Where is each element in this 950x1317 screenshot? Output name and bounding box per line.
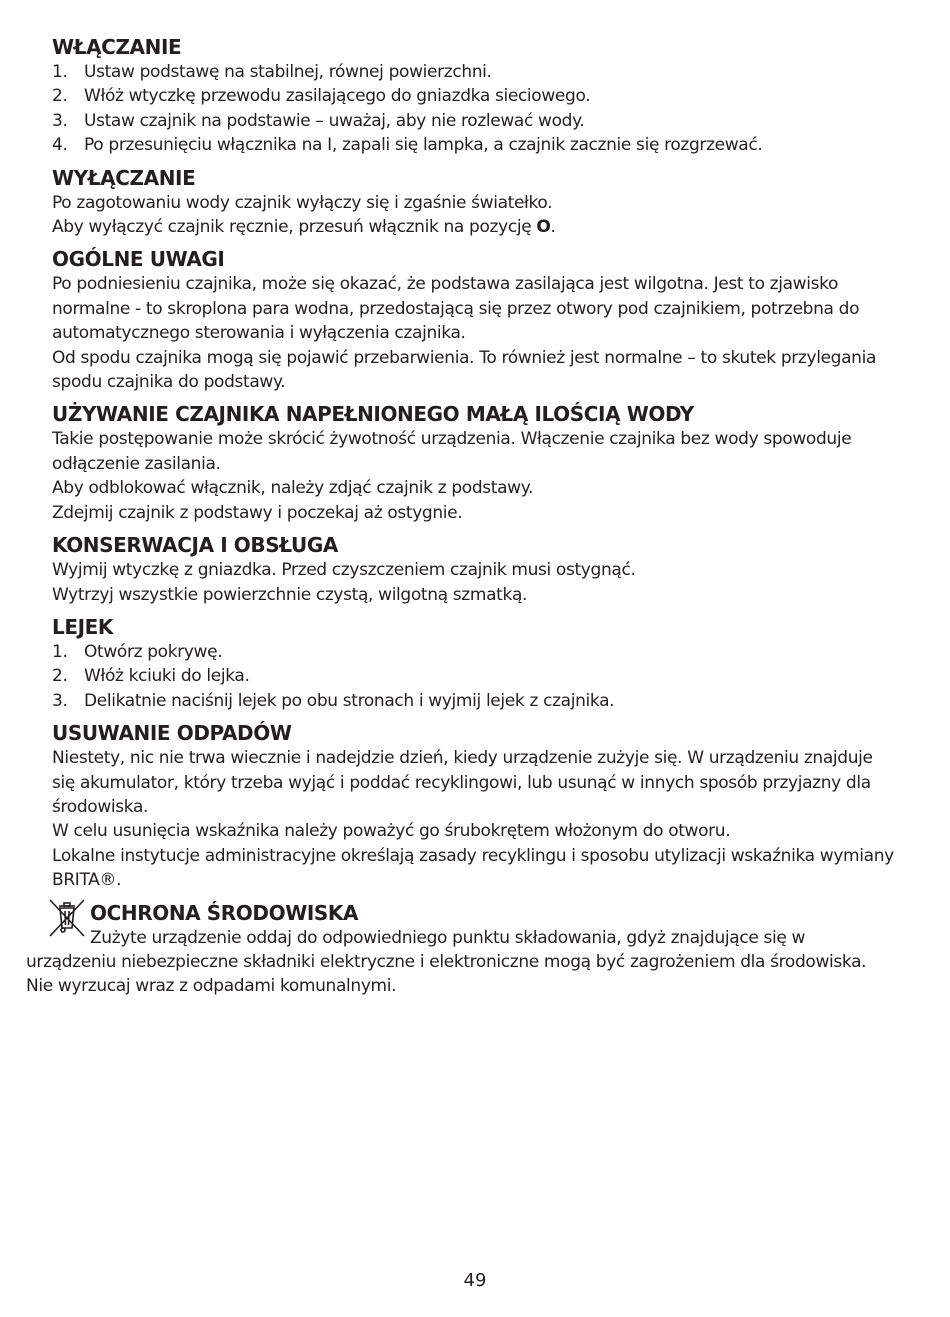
paragraph: Aby odblokować włącznik, należy zdjąć czajnik z podstawy. bbox=[52, 478, 534, 499]
item-number: 3. bbox=[52, 690, 68, 711]
item-text: Ustaw podstawę na stabilnej, równej powierzchni. bbox=[84, 62, 492, 82]
section-title: OGÓLNE UWAGI bbox=[52, 247, 225, 272]
paragraph: Wyjmij wtyczkę z gniazdka. Przed czyszczeniem czajnik musi ostygnąć. bbox=[52, 560, 636, 581]
paragraph: Lokalne instytucje administracyjne określają zasady recyklingu i sposobu utylizacji wskaźnika wymiany BRITA®. bbox=[52, 845, 894, 891]
crossed-out-wheelie-bin-icon bbox=[46, 897, 88, 939]
switch-position-o: O bbox=[536, 217, 551, 238]
paragraph: Zdejmij czajnik z podstawy i poczekaj aż ostygnie. bbox=[52, 502, 463, 523]
manual-page bbox=[26, 34, 897, 1006]
section-switching-on bbox=[52, 34, 897, 158]
section-title: WYŁĄCZANIE bbox=[52, 165, 196, 190]
section-title: LEJEK bbox=[52, 614, 114, 639]
paragraph: Po podniesieniu czajnika, może się okazać, że podstawa zasilająca jest wilgotna. Jest to zjawisko normalne - to skroplona para wodna, przedostającą się przez otwory pod czajnikiem, potrzebna do automatycznego sterowania i wyłączenia czajnika. bbox=[52, 274, 860, 344]
list-item bbox=[52, 133, 897, 157]
section-environment bbox=[26, 900, 897, 999]
item-text: Otwórz pokrywę. bbox=[84, 641, 223, 662]
paragraph: W celu usunięcia wskaźnika należy poważyć go śrubokrętem włożonym do otworu. bbox=[52, 821, 731, 842]
paragraph: Niestety, nic nie trwa wiecznie i nadejdzie dzień, kiedy urządzenie zużyje się. W urządzeniu znajduje się akumulator, który trzeba wyjąć i poddać recyklingowi, lub usunąć w innych sposób przyjazny dla środowiska. bbox=[52, 748, 873, 817]
paragraph-text: Aby wyłączyć czajnik ręcznie, przesuń włącznik na pozycję bbox=[52, 217, 537, 238]
item-number: 2. bbox=[52, 666, 68, 687]
item-text: Włóż wtyczkę przewodu zasilającego do gniazdka sieciowego. bbox=[84, 86, 591, 107]
item-number: 1. bbox=[52, 62, 68, 82]
item-number: 3. bbox=[52, 110, 68, 131]
section-title: UŻYWANIE CZAJNIKA NAPEŁNIONEGO MAŁĄ ILOŚCIĄ WODY bbox=[52, 402, 694, 427]
paragraph: Od spodu czajnika mogą się pojawić przebarwienia. To również jest normalne – to skutek przylegania spodu czajnika do podstawy. bbox=[52, 347, 877, 393]
item-text: Ustaw czajnik na podstawie – uważaj, aby nie rozlewać wody. bbox=[84, 110, 585, 131]
section-low-water bbox=[52, 401, 897, 525]
item-number: 2. bbox=[52, 86, 68, 107]
list-item bbox=[52, 664, 897, 688]
section-disposal bbox=[52, 720, 897, 892]
paragraph: urządzeniu niebezpieczne składniki elektryczne i elektroniczne mogą być zagrożeniem dla środowiska. Nie wyrzucaj wraz z odpadami komunalnymi. bbox=[26, 951, 867, 997]
section-maintenance bbox=[52, 532, 897, 607]
paragraph: Takie postępowanie może skrócić żywotność urządzenia. Włączenie czajnika bez wody spowoduje odłączenie zasilania. bbox=[52, 429, 852, 474]
paragraph: Wytrzyj wszystkie powierzchnie czystą, wilgotną szmatką. bbox=[52, 584, 528, 605]
section-title: KONSERWACJA I OBSŁUGA bbox=[52, 533, 338, 558]
numbered-list bbox=[52, 60, 897, 158]
numbered-list bbox=[52, 640, 897, 713]
list-item bbox=[52, 109, 897, 133]
paragraph-end: . bbox=[550, 217, 556, 238]
page-number: 49 bbox=[463, 1270, 487, 1291]
list-item bbox=[52, 84, 897, 108]
section-title: WŁĄCZANIE bbox=[52, 35, 182, 59]
list-item bbox=[52, 640, 897, 664]
list-item bbox=[52, 60, 897, 84]
section-general-notes bbox=[52, 246, 897, 394]
list-item bbox=[52, 689, 897, 713]
paragraph: Zużyte urządzenie oddaj do odpowiedniego punktu składowania, gdyż znajdujące się w bbox=[90, 927, 806, 948]
item-number: 1. bbox=[52, 641, 68, 662]
environment-title-row bbox=[52, 900, 897, 926]
section-funnel bbox=[52, 614, 897, 713]
section-switching-off bbox=[52, 165, 897, 240]
item-number: 4. bbox=[52, 135, 68, 156]
paragraph: Po zagotowaniu wody czajnik wyłączy się i zgaśnie światełko. bbox=[52, 192, 553, 213]
item-text: Włóż kciuki do lejka. bbox=[84, 666, 250, 687]
section-title: USUWANIE ODPADÓW bbox=[52, 721, 292, 746]
paragraph bbox=[52, 215, 897, 239]
section-title: OCHRONA ŚRODOWISKA bbox=[90, 900, 359, 925]
item-text: Po przesunięciu włącznika na I, zapali się lampka, a czajnik zacznie się rozgrzewać. bbox=[84, 135, 763, 156]
item-text: Delikatnie naciśnij lejek po obu stronach i wyjmij lejek z czajnika. bbox=[84, 690, 615, 711]
